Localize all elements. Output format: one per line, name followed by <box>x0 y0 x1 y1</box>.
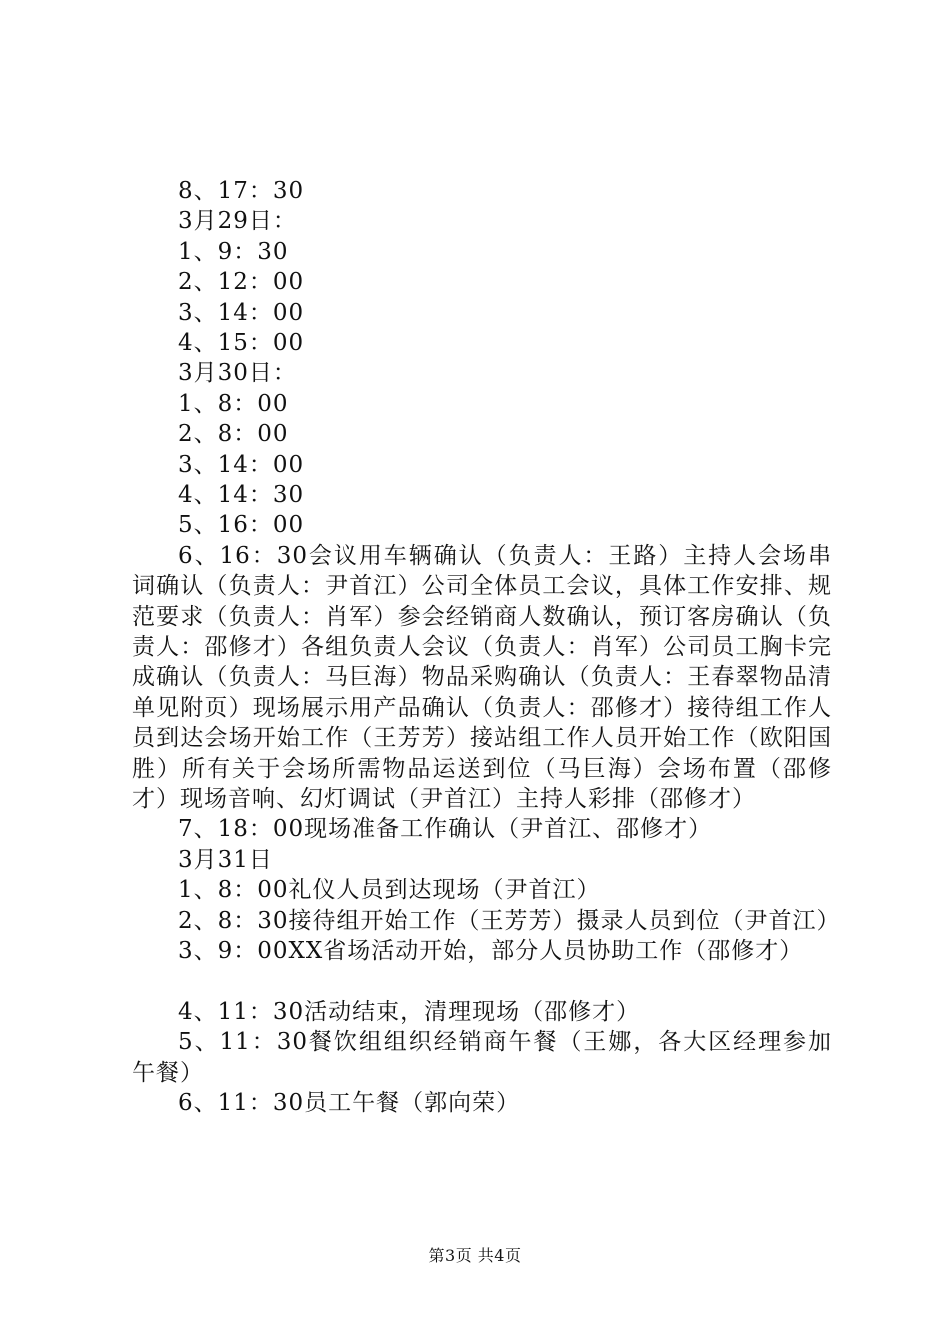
schedule-paragraph: 5、11：30餐饮组组织经销商午餐（王娜，各大区经理参加午餐） <box>132 1029 832 1086</box>
schedule-line: 1、8：00 <box>178 390 289 417</box>
schedule-line: 3、14：00 <box>178 451 305 478</box>
document-body <box>132 176 841 1118</box>
schedule-line: 4、11：30活动结束，清理现场（邵修才） <box>178 998 641 1025</box>
date-heading: 3月31日 <box>178 846 273 873</box>
schedule-line: 2、12：00 <box>178 269 305 296</box>
schedule-line: 2、8：00 <box>178 421 289 448</box>
schedule-line: 6、11：30员工午餐（郭向荣） <box>178 1089 521 1116</box>
schedule-line: 3、14：00 <box>178 299 305 326</box>
schedule-line: 7、18：00现场准备工作确认（尹首江、邵修才） <box>178 816 713 843</box>
schedule-line: 1、8：00礼仪人员到达现场（尹首江） <box>178 877 601 904</box>
schedule-line: 4、14：30 <box>178 481 305 508</box>
schedule-line: 4、15：00 <box>178 329 305 356</box>
schedule-paragraph: 2、8：30接待组开始工作（王芳芳）摄录人员到位（尹首江） <box>178 907 841 934</box>
date-heading: 3月30日： <box>178 360 297 387</box>
schedule-line: 5、16：00 <box>178 512 305 539</box>
schedule-line: 1、9：30 <box>178 238 289 265</box>
schedule-line: 8、17：30 <box>178 178 305 204</box>
date-heading: 3月29日： <box>178 208 297 235</box>
schedule-line: 3、9：00XX省场活动开始，部分人员协助工作（邵修才） <box>178 937 804 964</box>
blank-line <box>132 966 832 996</box>
schedule-paragraph: 6、16：30会议用车辆确认（负责人：王路）主持人会场串词确认（负责人：尹首江）公司全体员工会议，具体工作安排、规范要求（负责人：肖军）参会经销商人数确认，预订客房确认（负责人：邵修才）各组负责人会议（负责人：肖军）公司员工胸卡完成确认（负责人：马巨海）物品采购确认（负责人：王春翠物品清单见附页）现场展示用产品确认（负责人：邵修才）接待组工作人员到达会场开始工作（王芳芳）接站组工作人员开始工作（欧阳国胜）所有关于会场所需物品运送到位（马巨海）会场布置（邵修才）现场音响、幻灯调试（尹首江）主持人彩排（邵修才） <box>132 542 832 812</box>
page-footer: 第3页 共4页 <box>428 1246 522 1265</box>
